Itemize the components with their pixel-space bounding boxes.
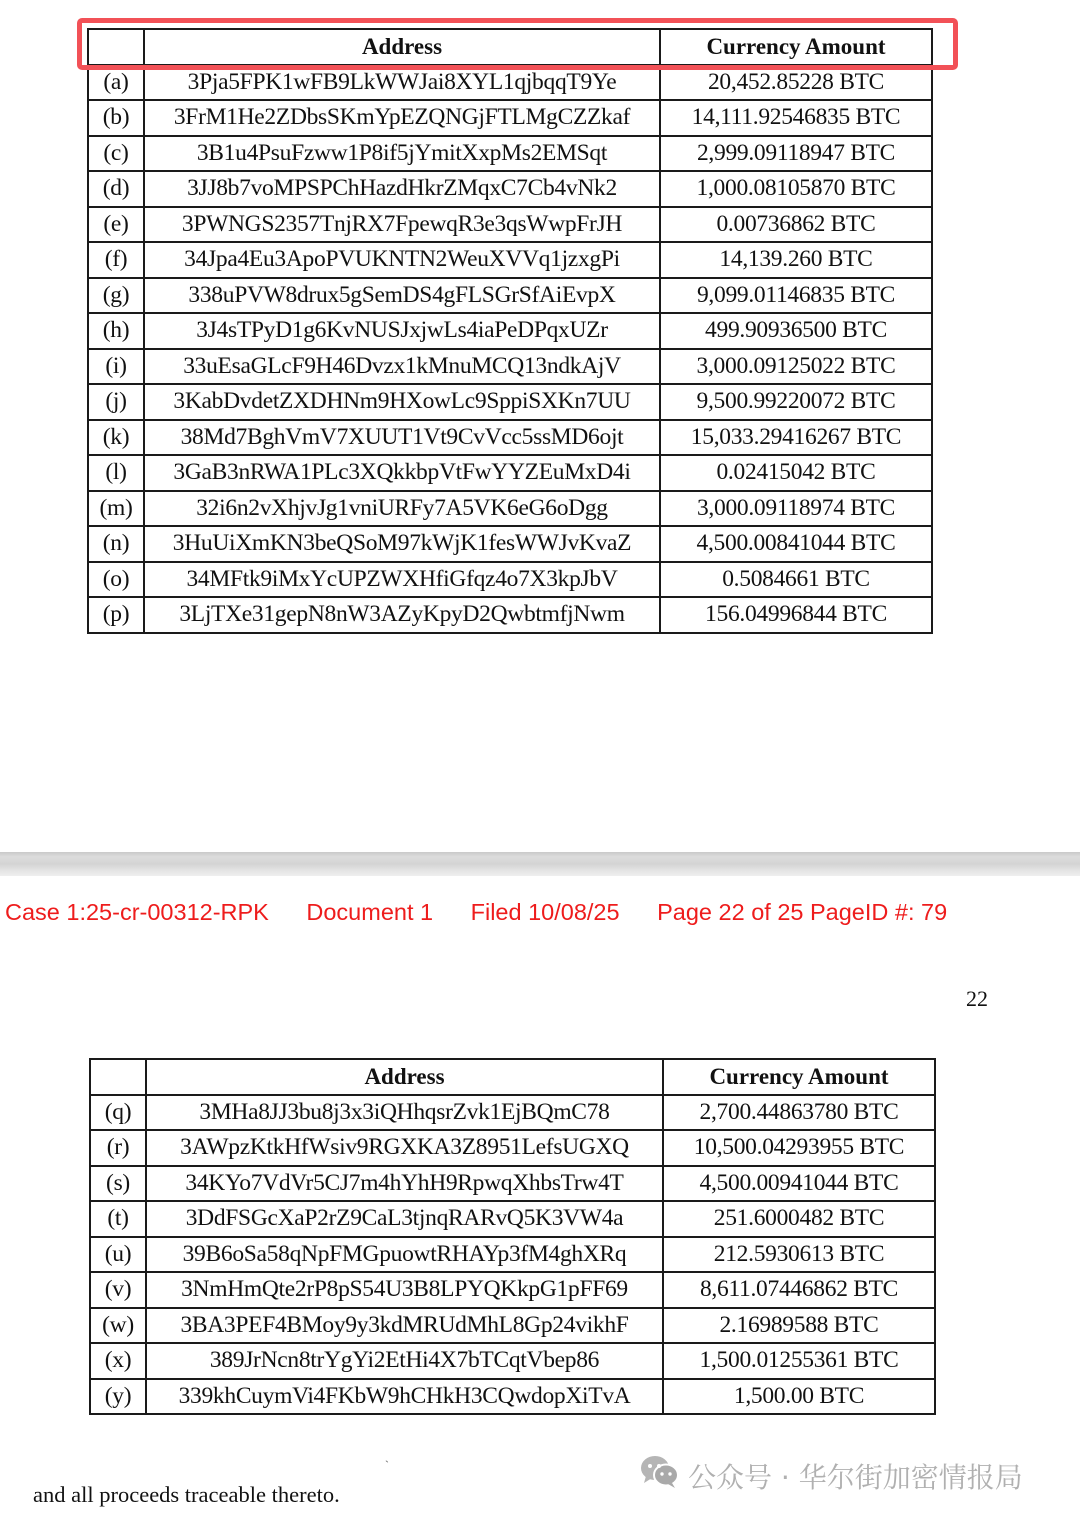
- currency-amount: 3,000.09125022 BTC: [660, 349, 932, 385]
- table-row: [88, 597, 932, 633]
- table-row: [90, 1308, 935, 1344]
- header-currency-amount: Currency Amount: [663, 1059, 935, 1095]
- currency-amount: 2,999.09118947 BTC: [660, 136, 932, 172]
- currency-amount: 499.90936500 BTC: [660, 313, 932, 349]
- btc-address-table-1: [87, 28, 933, 634]
- row-label: (y): [90, 1379, 146, 1415]
- row-label: (p): [88, 597, 144, 633]
- table-row: [90, 1130, 935, 1166]
- btc-address: 39B6oSa58qNpFMGpuowtRHAYp3fM4ghXRq: [146, 1237, 663, 1273]
- row-label: (v): [90, 1272, 146, 1308]
- document-number: Document 1: [306, 899, 434, 925]
- table-row: [88, 207, 932, 243]
- table-row: [90, 1166, 935, 1202]
- currency-amount: 4,500.00941044 BTC: [663, 1166, 935, 1202]
- btc-address: 3AWpzKtkHfWsiv9RGXKA3Z8951LefsUGXQ: [146, 1130, 663, 1166]
- currency-amount: 156.04996844 BTC: [660, 597, 932, 633]
- table-row: [88, 455, 932, 491]
- table-row: [90, 1237, 935, 1273]
- row-label: (a): [88, 65, 144, 101]
- watermark: [640, 1455, 1023, 1496]
- btc-address: 33uEsaGLcF9H46Dvzx1kMnuMCQ13ndkAjV: [144, 349, 660, 385]
- currency-amount: 3,000.09118974 BTC: [660, 491, 932, 527]
- table-row: [88, 136, 932, 172]
- row-label: (f): [88, 242, 144, 278]
- row-label: (q): [90, 1095, 146, 1131]
- currency-amount: 10,500.04293955 BTC: [663, 1130, 935, 1166]
- btc-address: 3FrM1He2ZDbsSKmYpEZQNGjFTLMgCZZkaf: [144, 100, 660, 136]
- btc-address: 3LjTXe31gepN8nW3AZyKpyD2QwbtmfjNwm: [144, 597, 660, 633]
- btc-address: 34MFtk9iMxYcUPZWXHfiGfqz4o7X3kpJbV: [144, 562, 660, 598]
- btc-address-table-2: [89, 1058, 936, 1415]
- btc-address: 3GaB3nRWA1PLc3XQkkbpVtFwYYZEuMxD4i: [144, 455, 660, 491]
- btc-address: 3Pja5FPK1wFB9LkWWJai8XYL1qjbqqT9Ye: [144, 65, 660, 101]
- currency-amount: 2,700.44863780 BTC: [663, 1095, 935, 1131]
- header-address: Address: [146, 1059, 663, 1095]
- btc-address: 34Jpa4Eu3ApoPVUKNTN2WeuXVVq1jzxgPi: [144, 242, 660, 278]
- table-row: [90, 1095, 935, 1131]
- btc-address: 3B1u4PsuFzww1P8if5jYmitXxpMs2EMSqt: [144, 136, 660, 172]
- row-label: (w): [90, 1308, 146, 1344]
- table-row: [88, 526, 932, 562]
- row-label: (t): [90, 1201, 146, 1237]
- row-label: (s): [90, 1166, 146, 1202]
- table-header-row: [88, 29, 932, 65]
- table-row: [90, 1379, 935, 1415]
- row-label: (j): [88, 384, 144, 420]
- table-row: [88, 562, 932, 598]
- table-row: [90, 1343, 935, 1379]
- row-label: (u): [90, 1237, 146, 1273]
- table-row: [88, 349, 932, 385]
- currency-amount: 1,000.08105870 BTC: [660, 171, 932, 207]
- table-header-row: [90, 1059, 935, 1095]
- table-row: [88, 100, 932, 136]
- table-row: [88, 242, 932, 278]
- wechat-icon: [640, 1455, 688, 1496]
- watermark-text: 公众号 · 华尔街加密情报局: [688, 1460, 1023, 1494]
- btc-address: 32i6n2vXhjvJg1vniURFy7A5VK6eG6oDgg: [144, 491, 660, 527]
- table-row: [88, 171, 932, 207]
- row-label: (h): [88, 313, 144, 349]
- currency-amount: 0.5084661 BTC: [660, 562, 932, 598]
- row-label: (b): [88, 100, 144, 136]
- row-label: (o): [88, 562, 144, 598]
- btc-address: 339khCuymVi4FKbW9hCHkH3CQwdopXiTvA: [146, 1379, 663, 1415]
- header-currency-amount: Currency Amount: [660, 29, 932, 65]
- btc-address: 3HuUiXmKN3beQSoM97kWjK1fesWWJvKvaZ: [144, 526, 660, 562]
- btc-address: 3NmHmQte2rP8pS54U3B8LPYQKkpG1pFF69: [146, 1272, 663, 1308]
- currency-amount: 212.5930613 BTC: [663, 1237, 935, 1273]
- header-address: Address: [144, 29, 660, 65]
- table-row: [88, 420, 932, 456]
- row-label: (k): [88, 420, 144, 456]
- row-label: (n): [88, 526, 144, 562]
- btc-address: 34KYo7VdVr5CJ7m4hYhH9RpwqXhbsTrw4T: [146, 1166, 663, 1202]
- row-label: (i): [88, 349, 144, 385]
- row-label: (l): [88, 455, 144, 491]
- page-id: Page 22 of 25 PageID #: 79: [657, 899, 948, 925]
- currency-amount: 1,500.00 BTC: [663, 1379, 935, 1415]
- btc-address: 389JrNcn8trYgYi2EtHi4X7bTCqtVbep86: [146, 1343, 663, 1379]
- btc-address: 3JJ8b7voMPSPChHazdHkrZMqxC7Cb4vNk2: [144, 171, 660, 207]
- btc-address: 338uPVW8drux5gSemDS4gFLSGrSfAiEvpX: [144, 278, 660, 314]
- table-row: [88, 65, 932, 101]
- row-label: (d): [88, 171, 144, 207]
- footer-text: and all proceeds traceable thereto.: [33, 1482, 340, 1507]
- row-label: (c): [88, 136, 144, 172]
- currency-amount: 4,500.00841044 BTC: [660, 526, 932, 562]
- header-label: [88, 29, 144, 65]
- stray-mark: `: [385, 1458, 389, 1472]
- table-row: [88, 384, 932, 420]
- btc-address: 3PWNGS2357TnjRX7FpewqR3e3qsWwpFrJH: [144, 207, 660, 243]
- row-label: (e): [88, 207, 144, 243]
- row-label: (g): [88, 278, 144, 314]
- case-header: [5, 899, 978, 926]
- currency-amount: 0.00736862 BTC: [660, 207, 932, 243]
- currency-amount: 2.16989588 BTC: [663, 1308, 935, 1344]
- filed-date: Filed 10/08/25: [470, 899, 620, 925]
- header-label: [90, 1059, 146, 1095]
- currency-amount: 15,033.29416267 BTC: [660, 420, 932, 456]
- table-row: [88, 313, 932, 349]
- row-label: (x): [90, 1343, 146, 1379]
- table-row: [90, 1272, 935, 1308]
- btc-address: 38Md7BghVmV7XUUT1Vt9CvVcc5ssMD6ojt: [144, 420, 660, 456]
- currency-amount: 14,139.260 BTC: [660, 242, 932, 278]
- btc-address: 3DdFSGcXaP2rZ9CaL3tjnqRARvQ5K3VW4a: [146, 1201, 663, 1237]
- currency-amount: 0.02415042 BTC: [660, 455, 932, 491]
- row-label: (r): [90, 1130, 146, 1166]
- btc-address: 3BA3PEF4BMoy9y3kdMRUdMhL8Gp24vikhF: [146, 1308, 663, 1344]
- currency-amount: 20,452.85228 BTC: [660, 65, 932, 101]
- btc-address: 3J4sTPyD1g6KvNUSJxjwLs4iaPeDPqxUZr: [144, 313, 660, 349]
- case-number: Case 1:25-cr-00312-RPK: [5, 899, 269, 925]
- currency-amount: 9,500.99220072 BTC: [660, 384, 932, 420]
- table-row: [90, 1201, 935, 1237]
- page-separator: [0, 852, 1080, 876]
- row-label: (m): [88, 491, 144, 527]
- table-row: [88, 491, 932, 527]
- currency-amount: 14,111.92546835 BTC: [660, 100, 932, 136]
- currency-amount: 8,611.07446862 BTC: [663, 1272, 935, 1308]
- currency-amount: 1,500.01255361 BTC: [663, 1343, 935, 1379]
- currency-amount: 251.6000482 BTC: [663, 1201, 935, 1237]
- btc-address: 3MHa8JJ3bu8j3x3iQHhqsrZvk1EjBQmC78: [146, 1095, 663, 1131]
- table-row: [88, 278, 932, 314]
- currency-amount: 9,099.01146835 BTC: [660, 278, 932, 314]
- page-number: 22: [966, 986, 988, 1011]
- btc-address: 3KabDvdetZXDHNm9HXowLc9SppiSXKn7UU: [144, 384, 660, 420]
